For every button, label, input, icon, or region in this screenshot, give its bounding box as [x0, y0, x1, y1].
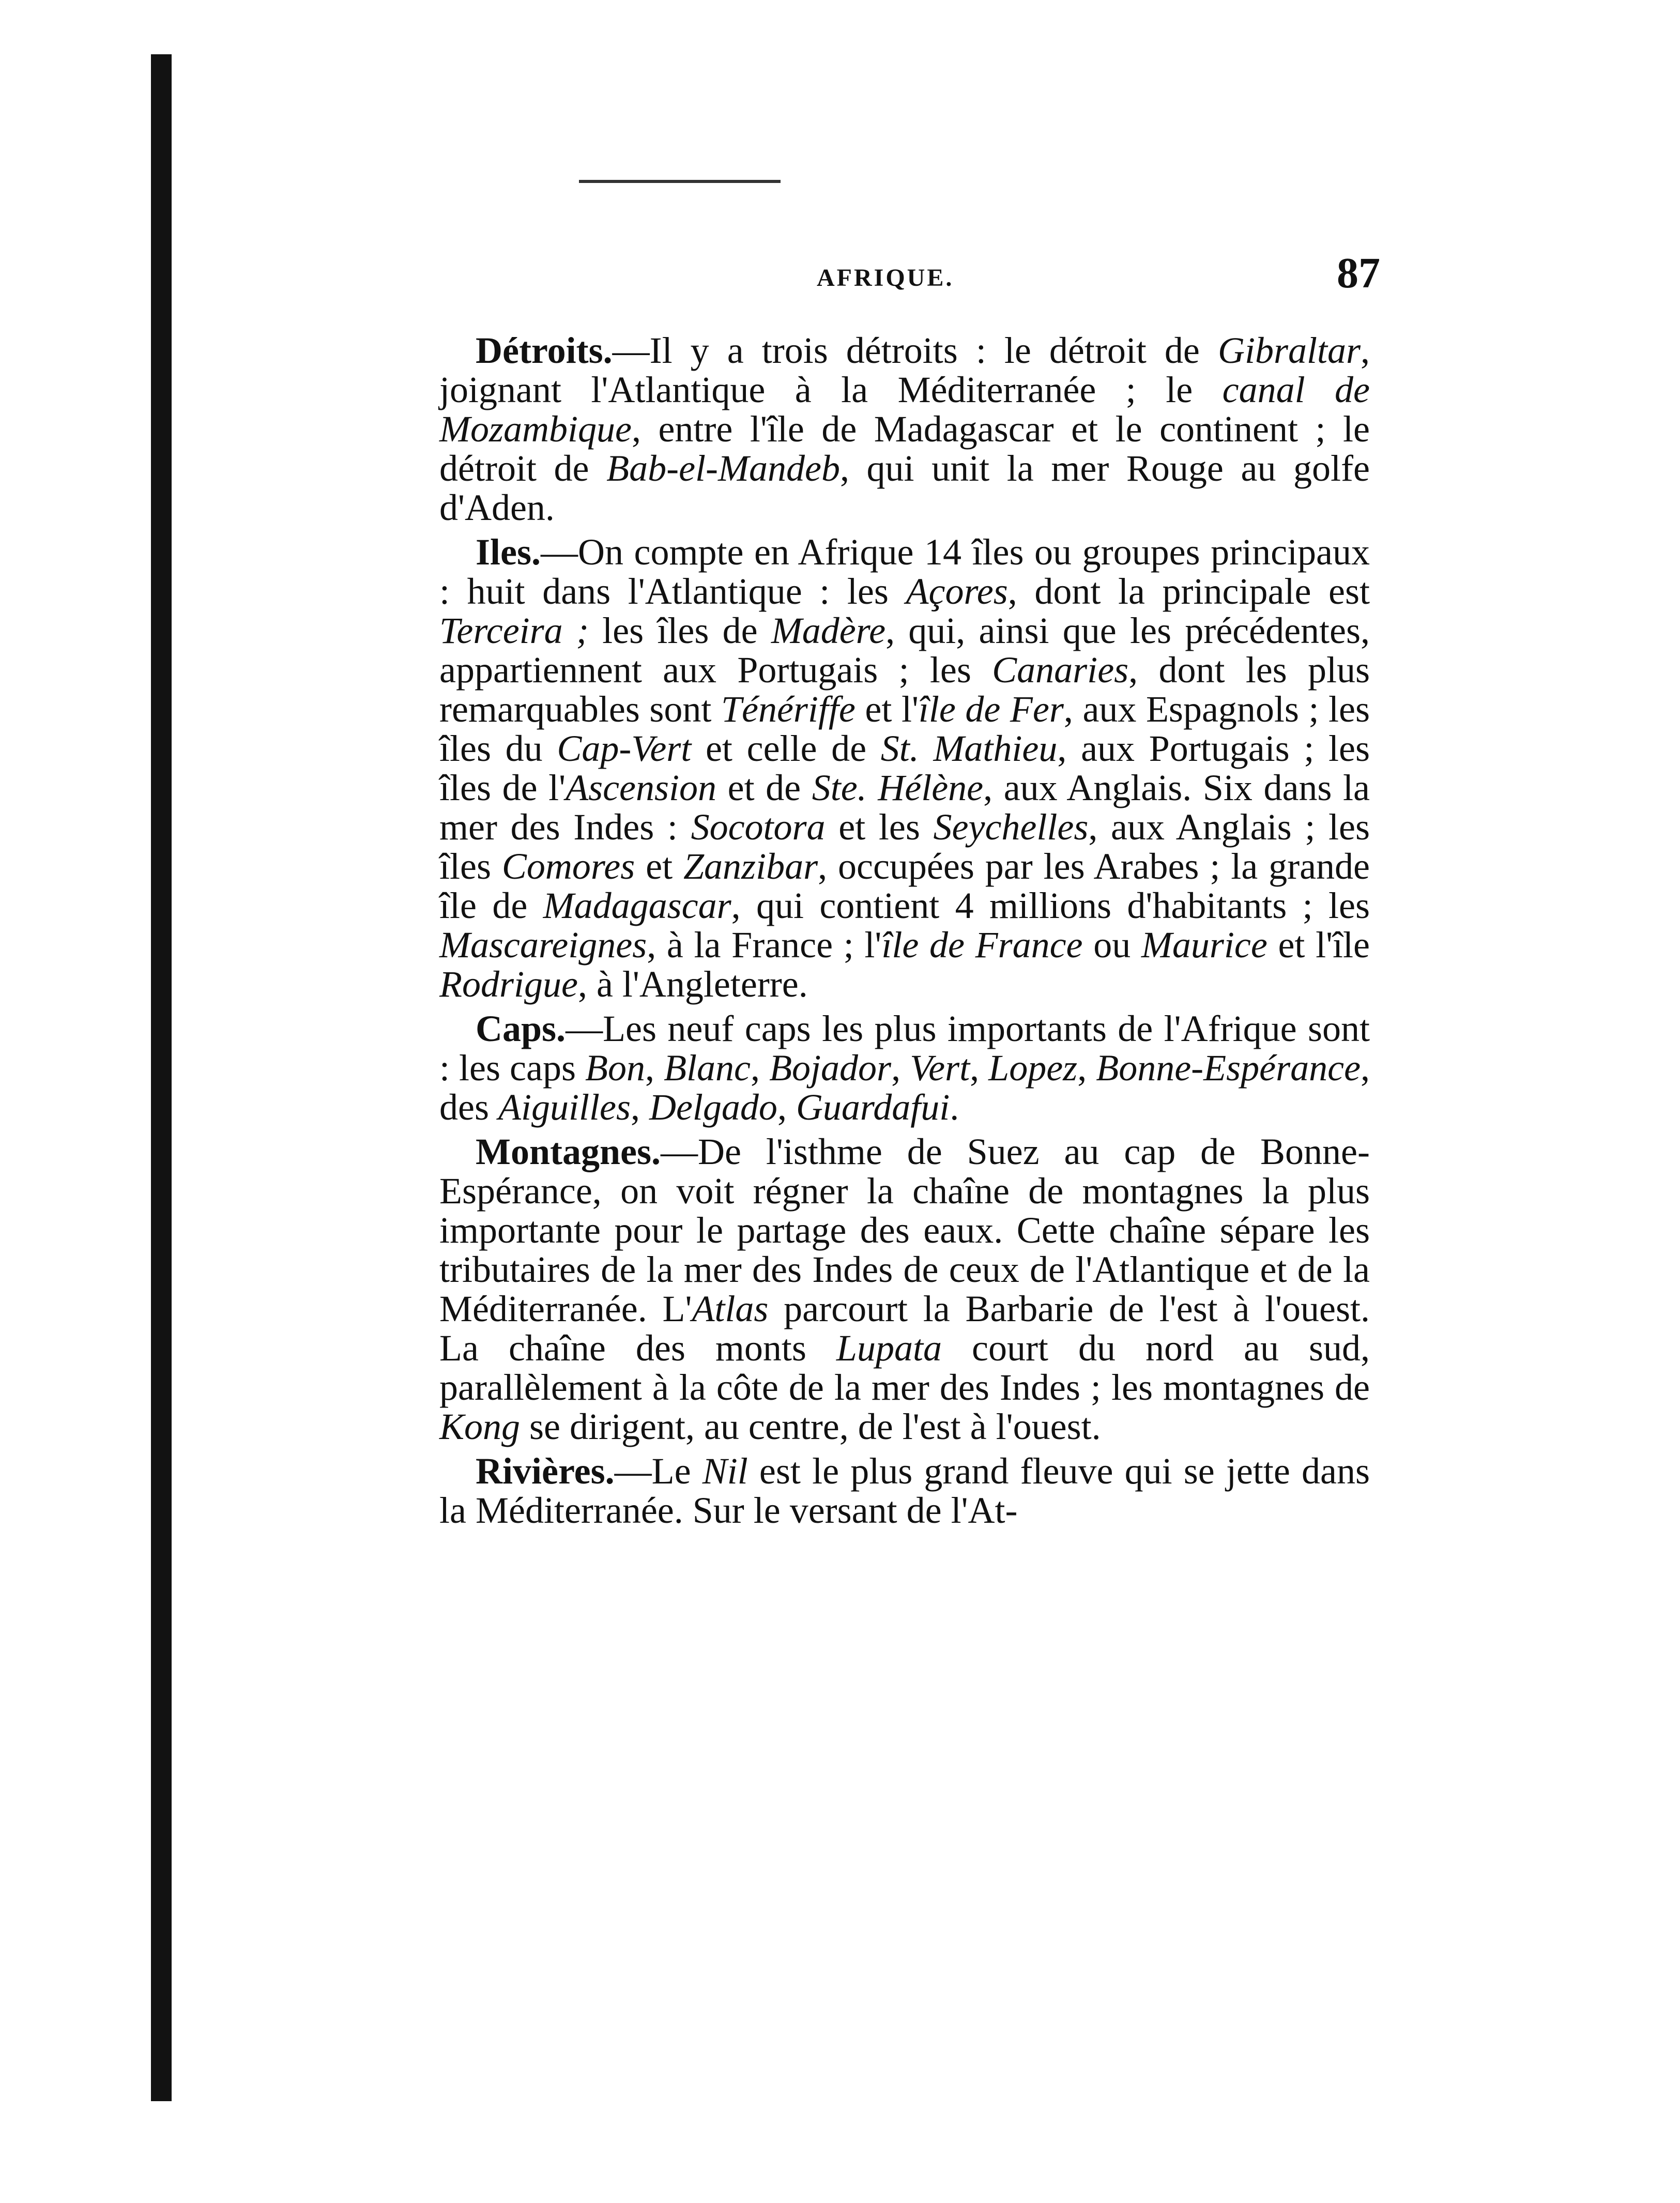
place-name: Açores — [906, 571, 1008, 612]
paragraph-rivieres — [439, 1451, 1370, 1530]
text-run: , joignant l'Atlantique à la Méditerranée ; le — [439, 330, 1370, 410]
text-run: court du nord au sud, parallèlement à la côte de la mer des Indes ; les montagnes de — [439, 1327, 1370, 1408]
paragraph-montagnes — [439, 1132, 1370, 1446]
text-run: , dont la principale est — [1007, 571, 1370, 612]
place-name: Lopez — [988, 1047, 1078, 1089]
place-name: Socotora — [691, 806, 826, 848]
text-run: et — [635, 846, 684, 887]
place-name: Bon — [585, 1047, 646, 1089]
text-run: et l'île — [1267, 924, 1370, 966]
place-name: Bojador — [769, 1047, 892, 1089]
text-run: se dirigent, au centre, de l'est à l'ouest. — [520, 1406, 1101, 1447]
place-name: Atlas — [692, 1288, 769, 1329]
text-run: et de — [716, 767, 812, 808]
place-name: Nil — [702, 1450, 748, 1492]
paragraph-iles — [439, 532, 1370, 1004]
place-name: Ste. Hélène — [812, 767, 984, 808]
place-name: Ténériffe — [721, 689, 856, 730]
place-name: Maurice — [1141, 924, 1267, 966]
place-name: Vert — [910, 1047, 970, 1089]
place-name: Zanzibar — [683, 846, 818, 887]
text-run: —On compte en Afrique 14 îles ou groupes principaux : huit dans l'Atlantique : les — [439, 531, 1370, 612]
paragraph-heading: Caps. — [476, 1008, 566, 1049]
text-run: parcourt la Barbarie de l'est à l'ouest. La chaîne des monts — [439, 1288, 1370, 1369]
place-name: Kong — [439, 1406, 521, 1447]
text-run: les îles de — [588, 610, 771, 651]
text-run: , aux Anglais ; les îles — [439, 806, 1370, 887]
running-head: AFRIQUE. — [817, 264, 954, 292]
text-run: —Le — [614, 1450, 702, 1492]
text-run: , à la France ; l' — [647, 924, 882, 966]
text-run: , aux Espagnols ; les îles du — [439, 689, 1370, 769]
place-name: Seychelles — [933, 806, 1089, 848]
text-run: , — [751, 1047, 770, 1089]
text-run: et celle de — [691, 728, 881, 769]
text-run: , — [777, 1087, 796, 1128]
place-name: Ascension — [566, 767, 717, 808]
paragraph-heading: Détroits. — [476, 330, 613, 371]
text-run: , qui, ainsi que les précédentes, appartiennent aux Portugais ; les — [439, 610, 1370, 691]
place-name: Canaries — [992, 649, 1129, 691]
text-run: , aux Anglais. Six dans la mer des Indes : — [439, 767, 1370, 848]
paragraph-content — [439, 1008, 1370, 1128]
text-run: , — [891, 1047, 910, 1089]
place-name: île de Fer — [918, 689, 1064, 730]
text-run: , qui contient 4 millions d'habitants ; les — [731, 885, 1370, 926]
body-text — [439, 331, 1370, 1535]
text-run: , occupées par les Arabes ; la grande île de — [439, 846, 1370, 926]
text-run: , à l'Angleterre. — [577, 963, 808, 1005]
text-run: , aux Portugais ; les îles de l' — [439, 728, 1370, 808]
place-name: Cap-Vert — [557, 728, 692, 769]
text-run: —Il y a trois détroits : le détroit de — [612, 330, 1218, 371]
text-run: , — [970, 1047, 989, 1089]
place-name: Terceira ; — [439, 610, 589, 651]
place-name: Bab-el-Mandeb — [606, 448, 840, 489]
place-name: Gibraltar — [1217, 330, 1361, 371]
place-name: Guardafui — [796, 1087, 950, 1128]
place-name: île de France — [881, 924, 1083, 966]
text-run: et l' — [855, 689, 919, 730]
text-run: . — [950, 1087, 959, 1128]
text-run: est le plus grand fleuve qui se jette dans la Méditerranée. Sur le versant de l'At- — [439, 1450, 1370, 1531]
place-name: Madère — [771, 610, 886, 651]
top-rule — [579, 180, 781, 183]
place-name: Madagascar — [543, 885, 731, 926]
text-run: , entre l'île de Madagascar et le continent ; le détroit de — [439, 408, 1370, 489]
page-number: 87 — [1337, 249, 1380, 297]
paragraph-heading: Rivières. — [476, 1450, 615, 1492]
text-run: , — [1077, 1047, 1096, 1089]
paragraph-heading: Iles. — [476, 531, 541, 573]
binding-edge — [151, 54, 172, 2101]
place-name: Delgado — [649, 1087, 777, 1128]
place-name: Lupata — [836, 1327, 942, 1369]
paragraph-heading: Montagnes. — [476, 1131, 661, 1172]
page-header — [445, 248, 1391, 310]
text-run: , — [630, 1087, 649, 1128]
place-name: Aiguilles — [498, 1087, 631, 1128]
text-run: et les — [825, 806, 934, 848]
paragraph-content — [439, 1131, 1370, 1447]
paragraph-caps — [439, 1009, 1370, 1127]
text-run: , — [645, 1047, 664, 1089]
place-name: Comores — [501, 846, 635, 887]
text-run: —Les neuf caps les plus importants de l'Afrique sont : les caps — [439, 1008, 1370, 1089]
text-run: —De l'isthme de Suez au cap de Bonne-Espérance, on voit régner la chaîne de montagnes la plus importante pour le partage des eaux. Cette chaîne sépare les tributaires de la mer des Indes de ceux de l'Atlantique et de la Méditerranée. L' — [439, 1131, 1370, 1329]
text-run: , qui unit la mer Rouge au golfe d'Aden. — [439, 448, 1370, 528]
text-run: ou — [1082, 924, 1141, 966]
place-name: canal de Mozambique — [439, 369, 1370, 450]
text-run: , dont les plus remarquables sont — [439, 649, 1370, 730]
place-name: Blanc — [664, 1047, 751, 1089]
paragraph-content — [439, 531, 1370, 1005]
paragraph-detroits — [439, 331, 1370, 527]
place-name: Bonne-Espérance — [1096, 1047, 1361, 1089]
place-name: St. Mathieu — [880, 728, 1058, 769]
place-name: Rodrigue — [439, 963, 578, 1005]
text-run: , des — [439, 1047, 1370, 1128]
place-name: Mascareignes — [439, 924, 647, 966]
